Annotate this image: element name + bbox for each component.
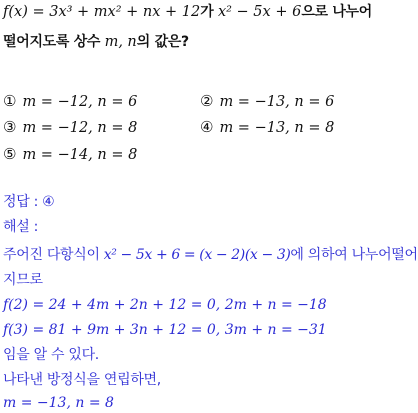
solution-final [3, 393, 114, 413]
choice-number: ③ [3, 118, 17, 136]
solution-text-a: 주어진 다항식이 [3, 247, 100, 263]
choice-expr: m = −14, n = 8 [22, 147, 138, 163]
problem-text-a: 가 [200, 4, 214, 20]
final-answer: m = −13, n = 8 [3, 395, 114, 411]
choice-expr: m = −13, n = 6 [219, 94, 335, 110]
problem-text-d: 의 값은? [136, 34, 189, 50]
choice-number: ④ [200, 118, 214, 136]
choice-expr: m = −12, n = 8 [22, 120, 138, 136]
explanation-label-line [3, 217, 38, 237]
problem-line-1 [3, 2, 372, 22]
solution-text-b: 에 의하여 나누어떨어 [290, 247, 418, 263]
problem-line-2 [3, 32, 189, 52]
problem-function: f(x) = 3x³ + mx² + nx + 12 [3, 4, 201, 20]
solution-text-e: 나타낸 방정식을 연립하면, [3, 372, 161, 388]
equation-f2: f(2) = 24 + 4m + 2n + 12 = 0, 2m + n = −18 [3, 297, 327, 313]
problem-text-b: 으로 나누어 [301, 4, 373, 20]
problem-divisor: x² − 5x + 6 [217, 4, 302, 20]
choice-5[interactable] [3, 144, 137, 165]
choice-4[interactable] [200, 117, 334, 138]
problem-text-c: 떨어지도록 상수 [3, 34, 101, 50]
choice-number: ① [3, 92, 17, 110]
solution-eq-2 [3, 320, 327, 340]
solution-factorization: x² − 5x + 6 = (x − 2)(x − 3) [103, 247, 291, 263]
equation-f3: f(3) = 81 + 9m + 3n + 12 = 0, 3m + n = −31 [3, 322, 327, 338]
solution-text-d: 임을 알 수 있다. [3, 347, 99, 363]
problem-var-m: m, [104, 34, 123, 50]
choice-expr: m = −12, n = 6 [22, 94, 138, 110]
choice-3[interactable] [3, 117, 137, 138]
explanation-label: 해설 : [3, 219, 39, 235]
solution-line-3 [3, 345, 99, 365]
choice-number: ② [200, 92, 214, 110]
solution-eq-1 [3, 295, 327, 315]
answer-line [3, 192, 54, 212]
choice-number: ⑤ [3, 145, 17, 163]
solution-line-1 [3, 245, 418, 265]
choice-expr: m = −13, n = 8 [219, 120, 335, 136]
choice-1[interactable] [3, 91, 137, 112]
problem-var-n: n [127, 34, 137, 50]
answer-label: 정답 : ④ [3, 194, 55, 210]
choice-2[interactable] [200, 91, 334, 112]
solution-line-2 [3, 270, 43, 290]
solution-text-c: 지므로 [3, 272, 43, 288]
solution-line-4 [3, 370, 161, 390]
